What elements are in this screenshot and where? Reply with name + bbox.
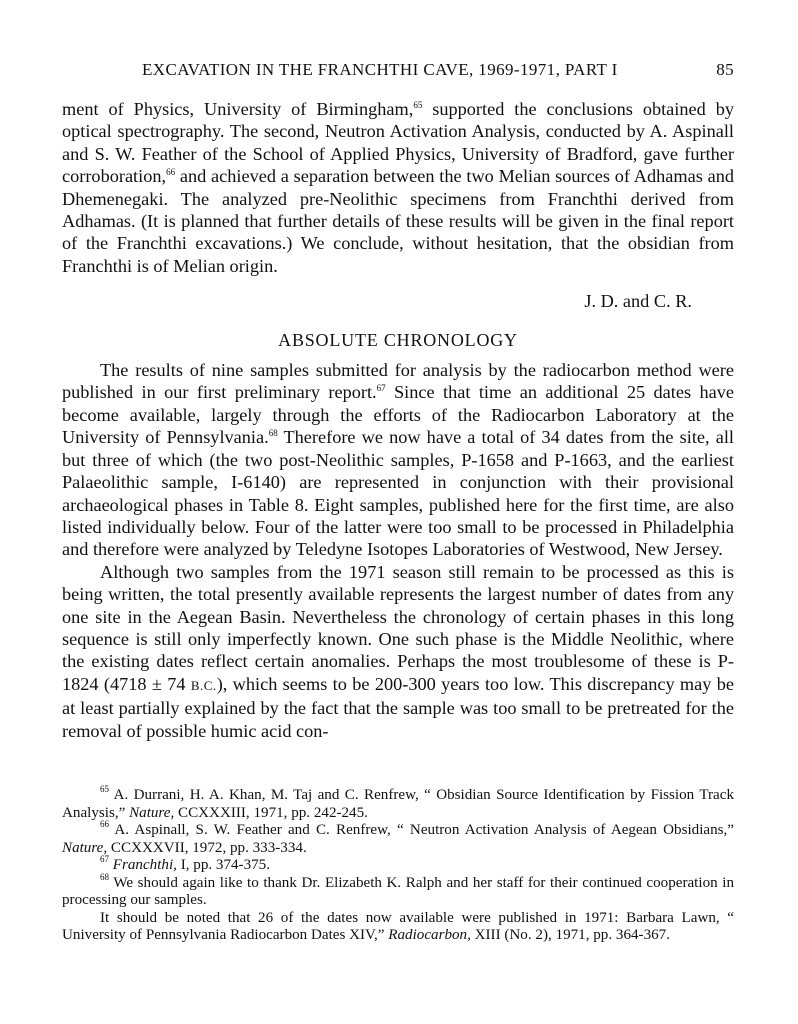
footnote [62,784,734,822]
footnote-note [62,910,734,945]
footnote-number: 67 [100,854,109,864]
text-run: Although two samples from the 1971 season still remain to be processed as this is being written, the total presently available represents the largest number of dates from any one site in the Aegean Basin. Nevertheless the chronology of certain phases in this long sequence is still only imperfectly known. One such phase is the Middle Neolithic, where the existing dates reflect certain anomalies. Perhaps the most troublesome of these is P- 1824 (4718 ± 74 [62,561,734,694]
running-title: EXCAVATION IN THE FRANCHTHI CAVE, 1969-1971, PART I [142,60,618,79]
text-run: I, pp. 374-375. [176,857,270,873]
journal-title: Franchthi, [109,857,177,873]
text-run: Since that time an additional 25 dates have become available, largely through the efforts of the Radiocarbon Laboratory at the University of Pennsylvania. [62,382,734,448]
journal-title: Nature, [129,804,175,821]
page-number: 85 [716,60,734,79]
body-text [62,98,734,742]
text-run: A. Durrani, H. A. Khan, M. Taj and C. Renfrew, “ Obsidian Source Identification by Fission Track Analysis,” [62,787,734,821]
text-run: A. Aspinall, S. W. Feather and C. Renfrew, “ Neutron Activation Analysis of Aegean Obsidians,” [109,822,734,838]
text-run: ), which seems to be 200-300 years too low. This discrepancy may be at least partially explained by the fact that the sample was too small to be pretreated for the removal of possible humic acid con- [62,673,734,741]
footnote-ref: 66 [166,167,176,178]
footnote-number: 68 [100,871,109,882]
footnotes [62,784,734,945]
journal-title: Nature, [62,839,108,856]
text-run: It should be noted that 26 of the dates now available were published in 1971: Barbara Lawn, “ University of Pennsylvania Radiocarbon Dates XIV,” [62,909,734,943]
text-run: XIII (No. 2), 1971, pp. 364-367. [470,927,670,943]
text-run: CCXXXVII, 1972, pp. 333-334. [107,839,307,856]
text-run: The results of nine samples submitted for analysis by the radiocarbon method were published in our first preliminary report. [62,360,734,403]
running-head [62,60,734,80]
paragraph [62,98,734,277]
text-run: CCXXXIII, 1971, pp. 242-245. [174,804,368,821]
footnote-number: 65 [100,784,109,794]
small-caps-era: B.C. [190,677,217,693]
footnote [62,871,734,910]
footnote-ref: 65 [413,100,423,110]
paragraph [62,561,734,742]
footnote [62,854,734,875]
section-heading: ABSOLUTE CHRONOLOGY [278,329,518,350]
text-run: supported the conclusions obtained by optical spectrography. The second, Neutron Activation Analysis, conducted by A. Aspinall and S. W. Feather of the School of Applied Physics, University of Bradford, gave further corroboration, [62,99,734,187]
paragraph [62,359,734,561]
text-run: and achieved a separation between the two Melian sources of Adhamas and Dhemenegaki. The analyzed pre-Neolithic specimens from Franchthi derived from Adhamas. (It is planned that further details of these results will be given in the final report of the Franchthi excavations.) We conclude, without hesitation, that the obsidian from Franchthi is of Melian origin. [62,166,734,276]
footnote-number: 66 [100,819,109,829]
text-run: We should again like to thank Dr. Elizabeth K. Ralph and her staff for their continued cooperation in processing our samples. [62,874,734,908]
footnote-ref: 67 [376,383,386,394]
footnote [62,819,734,857]
text-run: Therefore we now have a total of 34 dates from the site, all but three of which (the two post-Neolithic samples, P-1658 and P-1663, and the earliest Palaeolithic sample, I-6140) are represented in conjunction with their provisional archaeological phases in Table 8. Eight samples, published here for the first time, are also listed individually below. Four of the latter were too small to be processed in Philadelphia and therefore were analyzed by Teledyne Isotopes Laboratories of Westwood, New Jersey. [62,427,734,560]
footnote-ref: 68 [268,428,278,439]
author-signature: J. D. and C. R. [584,291,692,312]
text-run: ment of Physics, University of Birmingham, [62,99,414,119]
journal-title: Radiocarbon, [388,927,471,943]
